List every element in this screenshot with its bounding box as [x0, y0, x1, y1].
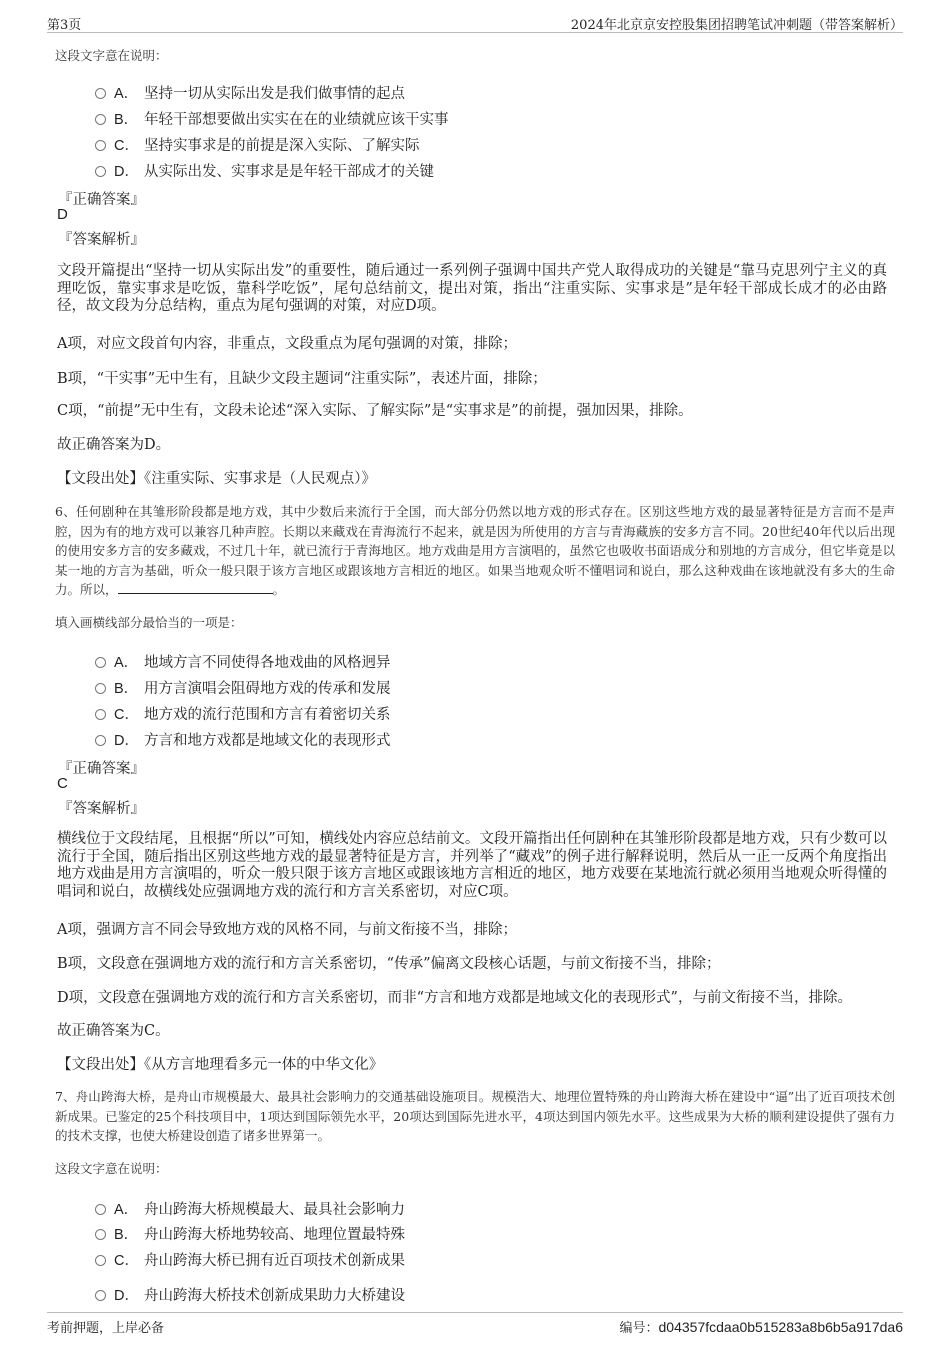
radio-icon[interactable]	[95, 166, 106, 177]
radio-icon[interactable]	[95, 657, 106, 668]
q6-note-b: B项，文段意在强调地方戏的流行和方言关系密切，“传承”偏离文段核心话题，与前文衔接不当，排除；	[57, 956, 721, 972]
answer-blank	[118, 582, 273, 594]
document-title: 2024年北京京安控股集团招聘笔试冲刺题（带答案解析）	[570, 18, 903, 33]
q5-note-c: C项，“前提”无中生有，文段未论述“深入实际、了解实际”是“实事求是”的前提，强加因果，排除。	[57, 403, 693, 419]
q5-explanation: 文段开篇提出“坚持一切从实际出发”的重要性，随后通过一系列例子强调中国共产党人取得成功的关键是“靠马克思列宁主义的真理吃饭，靠实事求是吃饭，靠科学吃饭”，尾句总结前文，提出对策，指出“注重实际、实事求是”是年轻干部成长成才的必由路径，故文段为分总结构，重点为尾句强调的对策，对应D项。	[57, 263, 887, 314]
q5-option-c[interactable]: C． 坚持实事求是的前提是深入实际、了解实际	[95, 134, 420, 155]
q5-conclusion: 故正确答案为D。	[57, 437, 171, 453]
q7-prompt: 这段文字意在说明：	[55, 1161, 168, 1176]
q6-correct-label: 『正确答案』	[58, 761, 145, 777]
q6-option-d[interactable]: D． 方言和地方戏都是地域文化的表现形式	[95, 729, 391, 750]
q7-option-b[interactable]: B． 舟山跨海大桥地势较高、地理位置最特殊	[95, 1223, 405, 1244]
q6-explanation: 横线位于文段结尾，且根据“所以”可知，横线处内容应总结前文。文段开篇指出任何剧种在其雏形阶段都是地方戏，只有少数可以流行于全国，随后指出区别这些地方戏的最显著特征是方言，并列举了“藏戏”的例子进行解释说明，然后从一正一反两个角度指出地方戏曲是用方言演唱的，听众一般只限于该方言地区或跟该地方言相近的地区，地方戏要在某地流行就必须用当地观众听得懂的唱词和说白，故横线处应强调地方戏的流行和方言关系密切，对应C项。	[57, 831, 887, 900]
radio-icon[interactable]	[95, 1255, 106, 1266]
footer-slogan: 考前押题，上岸必备	[47, 1321, 165, 1336]
q5-option-d[interactable]: D． 从实际出发、实事求是是年轻干部成才的关键	[95, 160, 434, 181]
q6-passage: 6、任何剧种在其雏形阶段都是地方戏，其中少数后来流行于全国，而大部分仍然以地方戏的形式存在。区别这些地方戏的最显著特征是方言而不是声腔，因为有的地方戏可以兼容几种声腔。长期以来藏戏在青海流行不起来，就是因为所使用的方言与青海藏族的安多方言不同。20世纪40年代以后出现的使用安多方言的安多藏戏，不过几十年，就已流行于青海地区。地方戏曲是用方言演唱的，虽然它也吸收书面语成分和别地的方言成分，但它毕竟是以某一地的方言为基础，听众一般只限于该方言地区或跟该地方言相近的地区。如果当地观众听不懂唱词和说白，那么这种戏曲在该地就没有多大的生命力。所以， 。	[55, 504, 895, 597]
q6-conclusion: 故正确答案为C。	[57, 1023, 170, 1039]
q5-analysis-label: 『答案解析』	[58, 232, 145, 248]
page-footer	[47, 1312, 903, 1335]
radio-icon[interactable]	[95, 1290, 106, 1301]
document-code: 编号：d04357fcdaa0b515283a8b6b5a917da6	[619, 1319, 903, 1336]
q5-note-b: B项，“干实事”无中生有，且缺少文段主题词“注重实际”，表述片面，排除；	[57, 371, 547, 387]
radio-icon[interactable]	[95, 1204, 106, 1215]
q6-source: 【文段出处】《从方言地理看多元一体的中华文化》	[57, 1057, 384, 1073]
q7-option-c[interactable]: C． 舟山跨海大桥已拥有近百项技术创新成果	[95, 1249, 405, 1270]
radio-icon[interactable]	[95, 1229, 106, 1240]
q5-answer: D	[57, 206, 68, 223]
q7-option-d[interactable]: D． 舟山跨海大桥技术创新成果助力大桥建设	[95, 1284, 405, 1305]
q6-option-a[interactable]: A． 地域方言不同使得各地戏曲的风格迥异	[95, 651, 391, 672]
q5-note-a: A项，对应文段首句内容，非重点，文段重点为尾句强调的对策，排除；	[57, 336, 517, 352]
q6-note-d: D项，文段意在强调地方戏的流行和方言关系密切，而非“方言和地方戏都是地域文化的表现形式”，与前文衔接不当，排除。	[57, 990, 852, 1006]
q7-passage: 7、舟山跨海大桥，是舟山市规模最大、最具社会影响力的交通基础设施项目。规模浩大、地理位置特殊的舟山跨海大桥在建设中“逼”出了近百项技术创新成果。已鉴定的25个科技项目中，1项达到国际领先水平，20项达到国际先进水平，4项达到国内领先水平。这些成果为大桥的顺利建设提供了强有力的技术支撑，也使大桥建设创造了诸多世界第一。	[55, 1089, 895, 1143]
q6-answer: C	[57, 775, 68, 792]
radio-icon[interactable]	[95, 735, 106, 746]
q7-option-a[interactable]: A． 舟山跨海大桥规模最大、最具社会影响力	[95, 1198, 405, 1219]
radio-icon[interactable]	[95, 140, 106, 151]
q6-note-a: A项，强调方言不同会导致地方戏的风格不同，与前文衔接不当，排除；	[57, 922, 517, 938]
page-header	[47, 12, 903, 33]
q6-analysis-label: 『答案解析』	[58, 801, 145, 817]
radio-icon[interactable]	[95, 709, 106, 720]
radio-icon[interactable]	[95, 88, 106, 99]
radio-icon[interactable]	[95, 683, 106, 694]
q5-prompt: 这段文字意在说明：	[55, 48, 168, 63]
q5-correct-label: 『正确答案』	[58, 192, 145, 208]
q5-source: 【文段出处】《注重实际、实事求是（人民观点）》	[57, 471, 376, 487]
q6-option-c[interactable]: C． 地方戏的流行范围和方言有着密切关系	[95, 703, 391, 724]
q6-option-b[interactable]: B． 用方言演唱会阻碍地方戏的传承和发展	[95, 677, 391, 698]
q5-option-b[interactable]: B． 年轻干部想要做出实实在在的业绩就应该干实事	[95, 108, 449, 129]
q6-prompt: 填入画横线部分最恰当的一项是：	[55, 615, 243, 630]
q5-option-a[interactable]: A． 坚持一切从实际出发是我们做事情的起点	[95, 82, 405, 103]
radio-icon[interactable]	[95, 114, 106, 125]
page-number: 第3页	[47, 18, 82, 33]
